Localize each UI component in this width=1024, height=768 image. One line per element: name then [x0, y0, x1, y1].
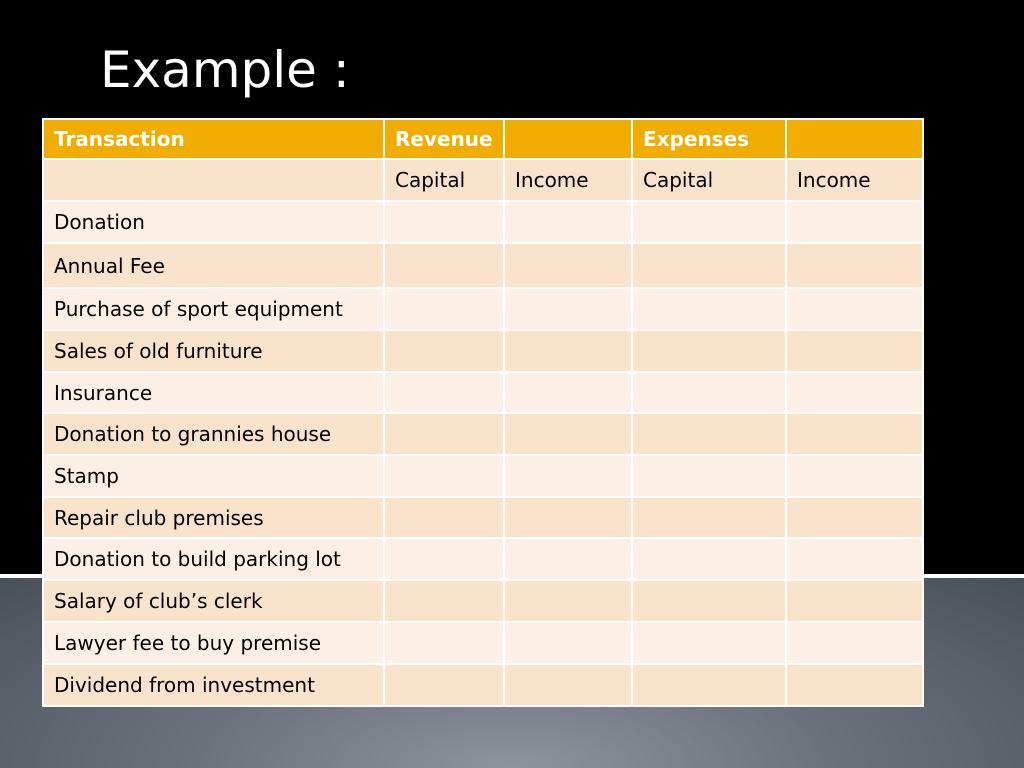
transaction-cell: Insurance [43, 372, 384, 413]
empty-cell [786, 664, 923, 706]
empty-cell [632, 538, 786, 580]
empty-cell [632, 330, 786, 372]
empty-cell [504, 330, 632, 372]
table-row [43, 664, 923, 706]
empty-cell [786, 288, 923, 330]
empty-cell [786, 622, 923, 664]
empty-cell [632, 455, 786, 497]
header-expenses: Expenses [632, 119, 786, 159]
table-row [43, 622, 923, 664]
table-row [43, 538, 923, 580]
table-row [43, 455, 923, 497]
header-transaction: Transaction [43, 119, 384, 159]
table-header-row [43, 119, 923, 159]
empty-cell [632, 372, 786, 413]
empty-cell [384, 497, 504, 538]
empty-cell [384, 622, 504, 664]
subheader-revenue-capital: Capital [384, 159, 504, 201]
subheader-cell [43, 159, 384, 201]
transaction-cell: Salary of club’s clerk [43, 580, 384, 622]
empty-cell [384, 580, 504, 622]
empty-cell [632, 664, 786, 706]
table-row [43, 288, 923, 330]
transaction-cell: Annual Fee [43, 243, 384, 288]
subheader-revenue-income: Income [504, 159, 632, 201]
table-row [43, 580, 923, 622]
subheader-expenses-income: Income [786, 159, 923, 201]
empty-cell [504, 622, 632, 664]
transaction-cell: Stamp [43, 455, 384, 497]
transaction-cell: Dividend from investment [43, 664, 384, 706]
transaction-table [42, 118, 924, 707]
transaction-cell: Purchase of sport equipment [43, 288, 384, 330]
empty-cell [504, 497, 632, 538]
empty-cell [384, 201, 504, 243]
empty-cell [504, 538, 632, 580]
empty-cell [632, 580, 786, 622]
empty-cell [632, 413, 786, 455]
empty-cell [384, 372, 504, 413]
empty-cell [384, 455, 504, 497]
table-subheader-row [43, 159, 923, 201]
empty-cell [504, 455, 632, 497]
table-row [43, 372, 923, 413]
header-revenue: Revenue [384, 119, 504, 159]
table-row [43, 497, 923, 538]
empty-cell [504, 243, 632, 288]
empty-cell [504, 664, 632, 706]
transaction-cell: Lawyer fee to buy premise [43, 622, 384, 664]
empty-cell [632, 622, 786, 664]
slide-title: Example : [100, 41, 350, 99]
empty-cell [384, 243, 504, 288]
empty-cell [786, 580, 923, 622]
table-row [43, 201, 923, 243]
empty-cell [384, 538, 504, 580]
empty-cell [504, 288, 632, 330]
empty-cell [632, 243, 786, 288]
empty-cell [786, 497, 923, 538]
empty-cell [786, 201, 923, 243]
transaction-cell: Repair club premises [43, 497, 384, 538]
empty-cell [632, 497, 786, 538]
header-expenses-blank [786, 119, 923, 159]
empty-cell [786, 413, 923, 455]
empty-cell [504, 372, 632, 413]
empty-cell [504, 413, 632, 455]
empty-cell [384, 288, 504, 330]
empty-cell [786, 455, 923, 497]
subheader-expenses-capital: Capital [632, 159, 786, 201]
transaction-cell: Donation to build parking lot [43, 538, 384, 580]
empty-cell [384, 664, 504, 706]
transaction-cell: Donation to grannies house [43, 413, 384, 455]
empty-cell [504, 201, 632, 243]
table-body [43, 159, 923, 706]
header-revenue-blank [504, 119, 632, 159]
table-row [43, 243, 923, 288]
empty-cell [632, 201, 786, 243]
empty-cell [384, 330, 504, 372]
transaction-cell: Sales of old furniture [43, 330, 384, 372]
empty-cell [384, 413, 504, 455]
empty-cell [786, 538, 923, 580]
empty-cell [632, 288, 786, 330]
empty-cell [504, 580, 632, 622]
empty-cell [786, 243, 923, 288]
transaction-cell: Donation [43, 201, 384, 243]
table-row [43, 413, 923, 455]
empty-cell [786, 330, 923, 372]
table-row [43, 330, 923, 372]
empty-cell [786, 372, 923, 413]
